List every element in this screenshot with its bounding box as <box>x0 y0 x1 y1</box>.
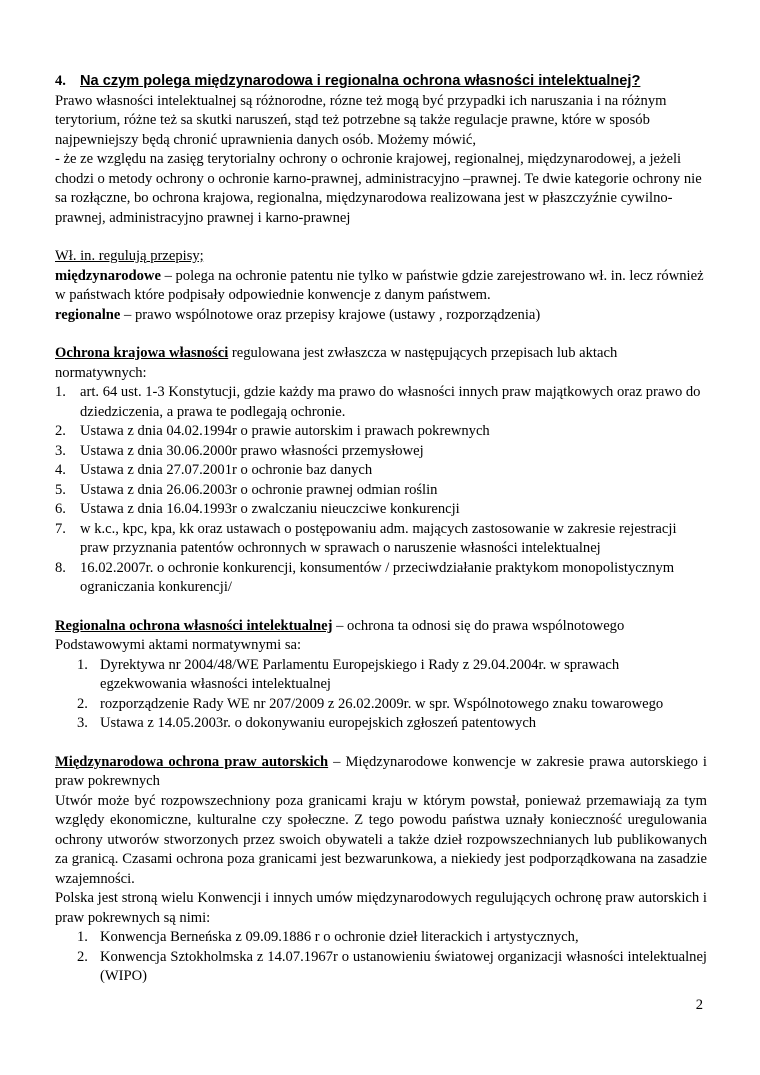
intro-paragraph-2: - że ze względu na zasięg terytorialny ochrony o ochronie krajowej, regionalnej, międzynarodowej, a jeżeli chodzi o metody ochrony o ochronie karno-prawnej, administracyjno –prawnej. Te dwie kategorie ochrony nie sa rozłączne, bo ochrona krajowa, regionalna, międzynarodowa realizowana jest w płaszczyźnie cywilno-prawnej, administracyjno prawnej i karno-prawnej <box>55 151 702 226</box>
regional-act-item-text: Dyrektywa nr 2004/48/WE Parlamentu Europejskiego i Rady z 29.04.2004r. w sprawach egzekwowania własności intelektualnej <box>100 656 620 692</box>
regional-intro-2: Podstawowymi aktami normatywnymi sa: <box>55 637 302 653</box>
international-term: międzynarodowe <box>55 267 161 284</box>
intro-paragraph: Prawo własności intelektualnej są różnorodne, rózne też mogą być przypadki ich naruszania i na różnym terytorium, różne też sa skutki naruszeń, stąd też potrzebne są także regulacje prawne, które w sposób najpewniejszy będą chronić uprawnienia danych osób. Możemy mówić, <box>55 92 667 148</box>
national-act-item-number: 7. <box>55 520 66 537</box>
page-number: 2 <box>695 997 703 1013</box>
conventions-list <box>55 928 707 987</box>
document-page <box>55 72 707 987</box>
regional-act-item <box>55 695 707 715</box>
regional-act-item-number: 3. <box>77 715 88 731</box>
national-act-item <box>55 422 707 442</box>
international-title: Międzynarodowa ochrona praw autorskich <box>55 753 329 770</box>
national-act-item <box>55 500 707 520</box>
national-act-item <box>55 383 707 422</box>
national-acts-list <box>55 383 707 598</box>
regional-intro <box>55 617 707 637</box>
national-act-item-number: 6. <box>55 501 66 517</box>
national-intro-text: regulowana jest zwłaszcza w następujących przepisach lub aktach normatywnych: <box>55 345 618 381</box>
regional-term: regionalne <box>55 306 121 323</box>
regional-act-item <box>55 656 707 695</box>
national-protection-section <box>55 344 707 598</box>
national-act-item-text: Ustawa z dnia 27.07.2001r o ochronie baz danych <box>80 462 373 478</box>
regional-definition <box>55 306 707 326</box>
regional-text: – prawo wspólnotowe oraz przepisy krajowe (ustawy , rozporządzenia) <box>120 306 541 323</box>
national-title: Ochrona krajowa własności <box>55 345 229 361</box>
national-act-item-text: Ustawa z dnia 26.06.2003r o ochronie prawnej odmian roślin <box>80 481 438 498</box>
regional-act-item <box>55 714 707 734</box>
national-act-item <box>55 461 707 481</box>
regional-act-item-text: Ustawa z 14.05.2003r. o dokonywaniu europejskich zgłoszeń patentowych <box>100 715 537 731</box>
national-act-item-text: Ustawa z dnia 30.06.2000r prawo własności przemysłowej <box>80 442 424 459</box>
convention-item <box>55 928 707 948</box>
regional-act-item-number: 2. <box>77 695 88 712</box>
question-heading <box>55 72 707 92</box>
national-act-item-text: Ustawa z dnia 04.02.1994r o prawie autorskim i prawach pokrewnych <box>80 423 490 439</box>
national-act-item-text: 16.02.2007r. o ochronie konkurencji, konsumentów / przeciwdziałanie praktykom monopolistycznym ograniczania konkurencji/ <box>80 559 675 595</box>
question-title: Na czym polega międzynarodowa i regionalna ochrona własności intelektualnej? <box>80 73 641 89</box>
national-act-item <box>55 559 707 598</box>
question-number: 4. <box>55 73 66 89</box>
convention-item-number: 1. <box>77 929 88 945</box>
national-intro <box>55 344 707 383</box>
national-act-item <box>55 442 707 462</box>
national-act-item-text: Ustawa z dnia 16.04.1993r o zwalczaniu nieuczciwe konkurencji <box>80 501 460 517</box>
international-paragraph-1: Utwór może być rozpowszechniony poza granicami kraju w którym powstał, ponieważ przemawiają za tym względy ekonomiczne, kulturalne czy społeczne. Z tego powodu państwa uznały konieczność uregulowania ochrony utworów stworzonych przez swoich obywateli a także dzieł rozpowszechnianych lub publikowanych za granicą. Czasami ochrona poza granicami jest bezwarunkowa, a niekiedy jest podporządkowana na zasadzie wzajemności. <box>55 792 707 887</box>
regional-title: Regionalna ochrona własności intelektualnej <box>55 617 333 634</box>
regional-act-item-number: 1. <box>77 656 88 673</box>
national-act-item-text: art. 64 ust. 1-3 Konstytucji, gdzie każdy ma prawo do własności innych praw majątkowych oraz prawo do dziedziczenia, a prawa te podlegają ochronie. <box>80 384 701 420</box>
international-paragraph-2: Polska jest stroną wielu Konwencji i innych umów międzynarodowych regulujących ochronę praw autorskich i praw pokrewnych są nimi: <box>55 890 707 926</box>
national-act-item-number: 3. <box>55 442 66 459</box>
national-act-item-text: w k.c., kpc, kpa, kk oraz ustawach o postępowaniu adm. mających zastosowanie w zakresie rejestracji praw przyznania patentów ochronnych w sprawach o naruszenie własności intelektualnej <box>80 520 677 556</box>
international-text: – polega na ochronie patentu nie tylko w państwie gdzie zarejestrowano wł. in. lecz również w państwach które podpisały odpowiednie konwencje z danym państwem. <box>55 267 704 303</box>
national-act-item-number: 5. <box>55 481 66 498</box>
regulations-title: Wł. in. regulują przepisy; <box>55 248 204 264</box>
regulations-section <box>55 247 707 325</box>
convention-item-text: Konwencja Sztokholmska z 14.07.1967r o ustanowieniu światowej organizacji własności intelektualnej (WIPO) <box>100 948 707 984</box>
regional-intro-text: – ochrona ta odnosi się do prawa wspólnotowego <box>332 617 625 634</box>
convention-item <box>55 948 707 987</box>
national-act-item-number: 8. <box>55 559 66 576</box>
national-act-item <box>55 481 707 501</box>
national-act-item-number: 1. <box>55 384 66 400</box>
national-act-item <box>55 520 707 559</box>
national-act-item-number: 4. <box>55 462 66 478</box>
national-act-item-number: 2. <box>55 423 66 439</box>
regional-act-item-text: rozporządzenie Rady WE nr 207/2009 z 26.02.2009r. w spr. Wspólnotowego znaku towarowego <box>100 695 664 712</box>
regional-protection-section <box>55 617 707 734</box>
international-protection-section <box>55 753 707 987</box>
international-intro <box>55 753 707 792</box>
international-definition <box>55 267 707 306</box>
convention-item-number: 2. <box>77 948 88 965</box>
convention-item-text: Konwencja Berneńska z 09.09.1886 r o ochronie dzieł literackich i artystycznych, <box>100 929 579 945</box>
regional-acts-list <box>55 656 707 734</box>
international-intro-text: – Międzynarodowe konwencje w zakresie prawa autorskiego i praw pokrewnych <box>55 753 707 789</box>
